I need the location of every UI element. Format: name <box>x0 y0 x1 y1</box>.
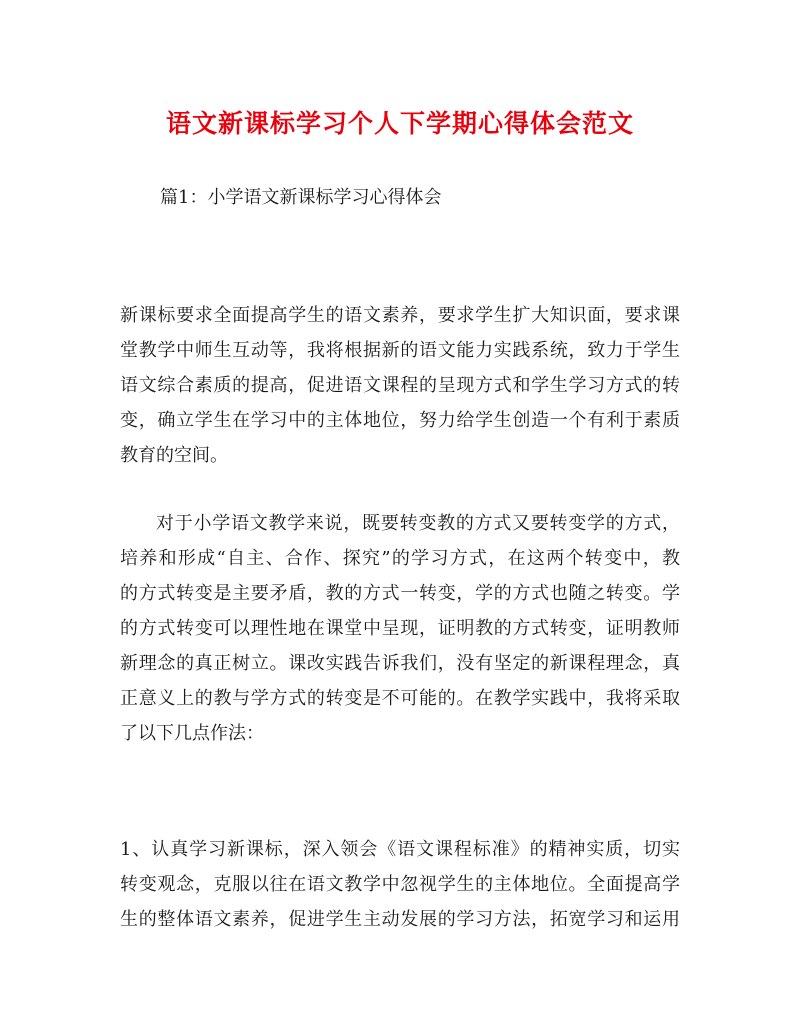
paragraph-1 <box>120 298 680 473</box>
paragraph-line: 教育的空间。 <box>120 445 228 466</box>
document-subtitle: 篇1：小学语文新课标学习心得体会 <box>160 187 442 208</box>
paragraph-line: 语文综合素质的提高，促进语文课程的呈现方式和学生学习方式的转 <box>120 375 680 396</box>
paragraph-line: 1、认真学习新课标，深入领会《语文课程标准》的精神实质，切实 <box>120 839 680 860</box>
paragraph-line: 新课标要求全面提高学生的语文素养，要求学生扩大知识面，要求课 <box>120 305 680 326</box>
paragraph-line: 生的整体语文素养，促进学生主动发展的学习方法，拓宽学习和运用 <box>120 909 680 930</box>
paragraph-line: 新理念的真正树立。课改实践告诉我们，没有坚定的新课程理念，真 <box>120 653 680 674</box>
paragraph-line: 的方式转变是主要矛盾，教的方式一转变，学的方式也随之转变。学 <box>120 583 680 604</box>
paragraph-line: 正意义上的教与学方式的转变是不可能的。在教学实践中，我将采取 <box>120 688 680 709</box>
paragraph-3 <box>120 832 680 937</box>
paragraph-line: 转变观念，克服以往在语文教学中忽视学生的主体地位。全面提高学 <box>120 874 680 895</box>
paragraph-line: 变，确立学生在学习中的主体地位，努力给学生创造一个有利于素质 <box>120 410 680 431</box>
paragraph-2 <box>120 506 680 751</box>
paragraph-line: 了以下几点作法： <box>120 723 264 744</box>
paragraph-line: 培养和形成“自主、合作、探究”的学习方式，在这两个转变中，教 <box>120 548 680 569</box>
paragraph-line: 的方式转变可以理性地在课堂中呈现，证明教的方式转变，证明教师 <box>120 618 680 639</box>
paragraph-line: 堂教学中师生互动等，我将根据新的语文能力实践系统，致力于学生 <box>120 340 680 361</box>
document-title: 语文新课标学习个人下学期心得体会范文 <box>165 109 634 138</box>
paragraph-line: 对于小学语文教学来说，既要转变教的方式又要转变学的方式， <box>156 513 680 534</box>
